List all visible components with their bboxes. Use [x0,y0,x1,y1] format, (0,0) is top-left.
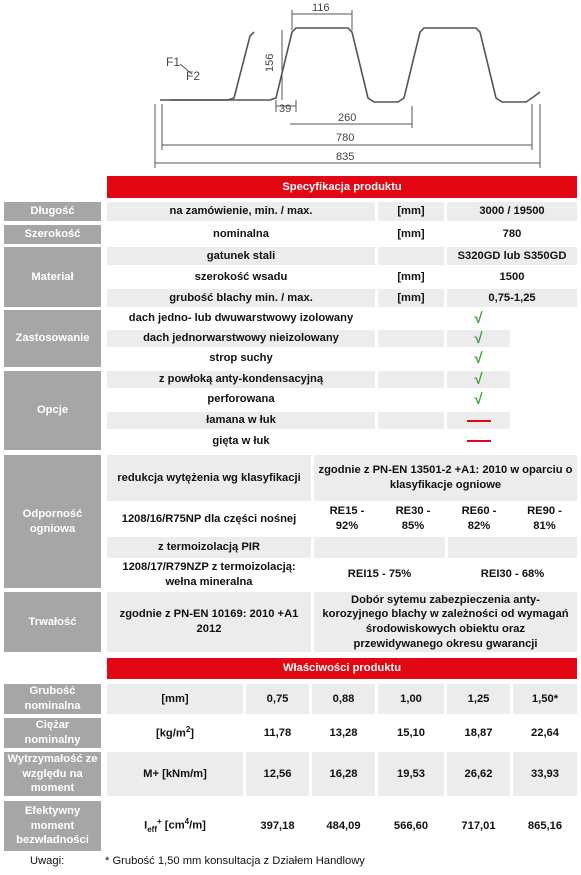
ogniowa-r4-desc: 1208/17/R79NZP z termoizolacją: wełna mineralna [107,561,311,588]
zastosowanie-r3-desc: strop suchy [107,350,375,367]
props-ciezar-v1: 11,78 [246,718,309,748]
props-grubosc-v1: 0,75 [246,684,309,714]
ogniowa-r1-value: zgodnie z PN-EN 13501-2 +A1: 2010 w oparciu o klasyfikacje ogniowe [314,455,577,501]
opcje-r1-check-icon: √ [447,371,510,388]
zastosowanie-r3-unit [378,350,444,367]
opcje-r4-unit [378,432,444,450]
label-f1: F1 [166,55,181,69]
profile-outline [160,28,540,102]
opcje-label: Opcje [4,371,101,450]
props-moment-v4: 717,01 [447,801,510,851]
dim-116: 116 [312,2,330,14]
ogniowa-r2-v3: RE60 - 82% [446,504,512,534]
ogniowa-r1-desc: redukcja wytężenia wg klasyfikacji [107,455,311,501]
props-ciezar-v2: 13,28 [312,718,375,748]
props-ciezar-unit [107,718,243,748]
zastosowanie-label: Zastosowanie [4,310,101,367]
material-wsad-unit: [mm] [378,268,444,286]
opcje-r1-unit [378,371,444,388]
szerokosc-label: Szerokość [4,225,101,244]
props-ciezar-v4: 18,87 [447,718,510,748]
props-moment-unit [107,801,243,851]
ogniowa-r2-desc: 1208/16/R75NP dla części nośnej [107,504,311,534]
props-grubosc-unit: [mm] [107,684,243,714]
props-wytrzymalosc-v1: 12,56 [246,752,309,796]
spec-title: Specyfikacja produktu [107,176,577,198]
notes-text: * Grubość 1,50 mm konsultacja z Działem Handlowy [105,855,365,867]
props-moment-unit-text: $I_{eff}^+$ $[cm^4/m]$ [144,816,206,834]
opcje-r2-unit [378,391,444,408]
opcje-r2-desc: perforowana [107,391,375,408]
props-ciezar-v3: 15,10 [378,718,444,748]
props-moment-v1: 397,18 [246,801,309,851]
props-wytrzymalosc-v3: 19,53 [378,752,444,796]
opcje-r1-desc: z powłoką anty-kondensacyjną [107,371,375,388]
props-grubosc-v3: 1,00 [378,684,444,714]
szerokosc-value: 780 [447,225,577,244]
dlugosc-desc: na zamówienie, min. / max. [107,202,375,221]
props-grubosc-v4: 1,25 [447,684,510,714]
material-label: Materiał [4,247,101,307]
props-wytrzymalosc-label: Wytrzymałość ze względu na moment [4,752,101,796]
ogniowa-r2-v4: RE90 - 81% [512,504,577,534]
props-grubosc-label: Grubość nominalna [4,684,101,714]
ogniowa-r3-desc: z termoizolacją PIR [107,537,311,558]
dim-156: 156 [264,53,276,72]
props-title: Właściwości produktu [107,658,577,679]
ogniowa-r2-v2: RE30 - 85% [380,504,446,534]
ogniowa-r4-v1: REI15 - 75% [314,561,445,588]
props-moment-v2: 484,09 [312,801,375,851]
label-f2: F2 [186,69,201,83]
props-ciezar-label: Ciężar nominalny [4,718,101,748]
ogniowa-r3-value-b [448,537,577,558]
opcje-r3-unit [378,412,444,429]
props-wytrzymalosc-unit: M+ [kNm/m] [107,752,243,796]
ogniowa-r2-v1: RE15 - 92% [314,504,380,534]
dlugosc-value: 3000 / 19500 [447,202,577,221]
material-gatunek-value: S320GD lub S350GD [447,247,577,265]
material-gatunek-unit [378,247,444,265]
zastosowanie-r1-unit [378,310,444,327]
zastosowanie-r3-check-icon: √ [447,350,510,367]
props-moment-v5: 865,16 [513,801,577,851]
szerokosc-desc: nominalna [107,225,375,244]
props-grubosc-v5: 1,50* [513,684,577,714]
zastosowanie-r2-desc: dach jednorwarstwowy nieizolowany [107,330,375,347]
trwalosc-label: Trwałość [4,592,101,652]
dim-260: 260 [338,112,357,124]
material-gatunek-desc: gatunek stali [107,247,375,265]
material-grubosc-unit: [mm] [378,289,444,307]
props-ciezar-v5: 22,64 [513,718,577,748]
ogniowa-r3-value-a [314,537,445,558]
ogniowa-label: Odporność ogniowa [4,455,101,588]
dlugosc-unit: [mm] [378,202,444,221]
opcje-r2-check-icon: √ [447,391,510,408]
trwalosc-desc: zgodnie z PN-EN 10169: 2010 +A1 2012 [107,592,311,652]
props-ciezar-unit-text: $[kg/m^2]$ [155,724,195,740]
props-wytrzymalosc-v4: 26,62 [447,752,510,796]
zastosowanie-r2-unit [378,330,444,347]
zastosowanie-r1-desc: dach jedno- lub dwuwarstwowy izolowany [107,310,375,327]
props-moment-v3: 566,60 [378,801,444,851]
profile-drawing [0,0,581,172]
szerokosc-unit: [mm] [378,225,444,244]
dim-780: 780 [336,132,355,144]
props-grubosc-v2: 0,88 [312,684,375,714]
dlugosc-label: Długość [4,202,101,221]
opcje-r3-dash-icon [447,412,510,429]
zastosowanie-r2-check-icon: √ [447,330,510,347]
props-wytrzymalosc-v5: 33,93 [513,752,577,796]
opcje-r4-dash-icon [447,432,510,450]
notes-label: Uwagi: [30,855,65,867]
ogniowa-r4-v2: REI30 - 68% [448,561,577,588]
opcje-r3-desc: łamana w łuk [107,412,375,429]
opcje-r4-desc: gięta w łuk [107,432,375,450]
material-grubosc-desc: grubość blachy min. / max. [107,289,375,307]
zastosowanie-r1-check-icon: √ [447,310,510,327]
dim-39: 39 [279,103,292,115]
material-wsad-value: 1500 [447,268,577,286]
props-moment-label: Efektywny moment bezwładności [4,801,101,851]
dim-835: 835 [336,151,355,163]
trwalosc-value: Dobór sytemu zabezpieczenia anty-korozyjnego blachy w zależności od wymagań środowiskowych obiektu oraz przewidywanego okresu gwarancji [314,592,577,652]
material-wsad-desc: szerokość wsadu [107,268,375,286]
props-wytrzymalosc-v2: 16,28 [312,752,375,796]
material-grubosc-value: 0,75-1,25 [447,289,577,307]
